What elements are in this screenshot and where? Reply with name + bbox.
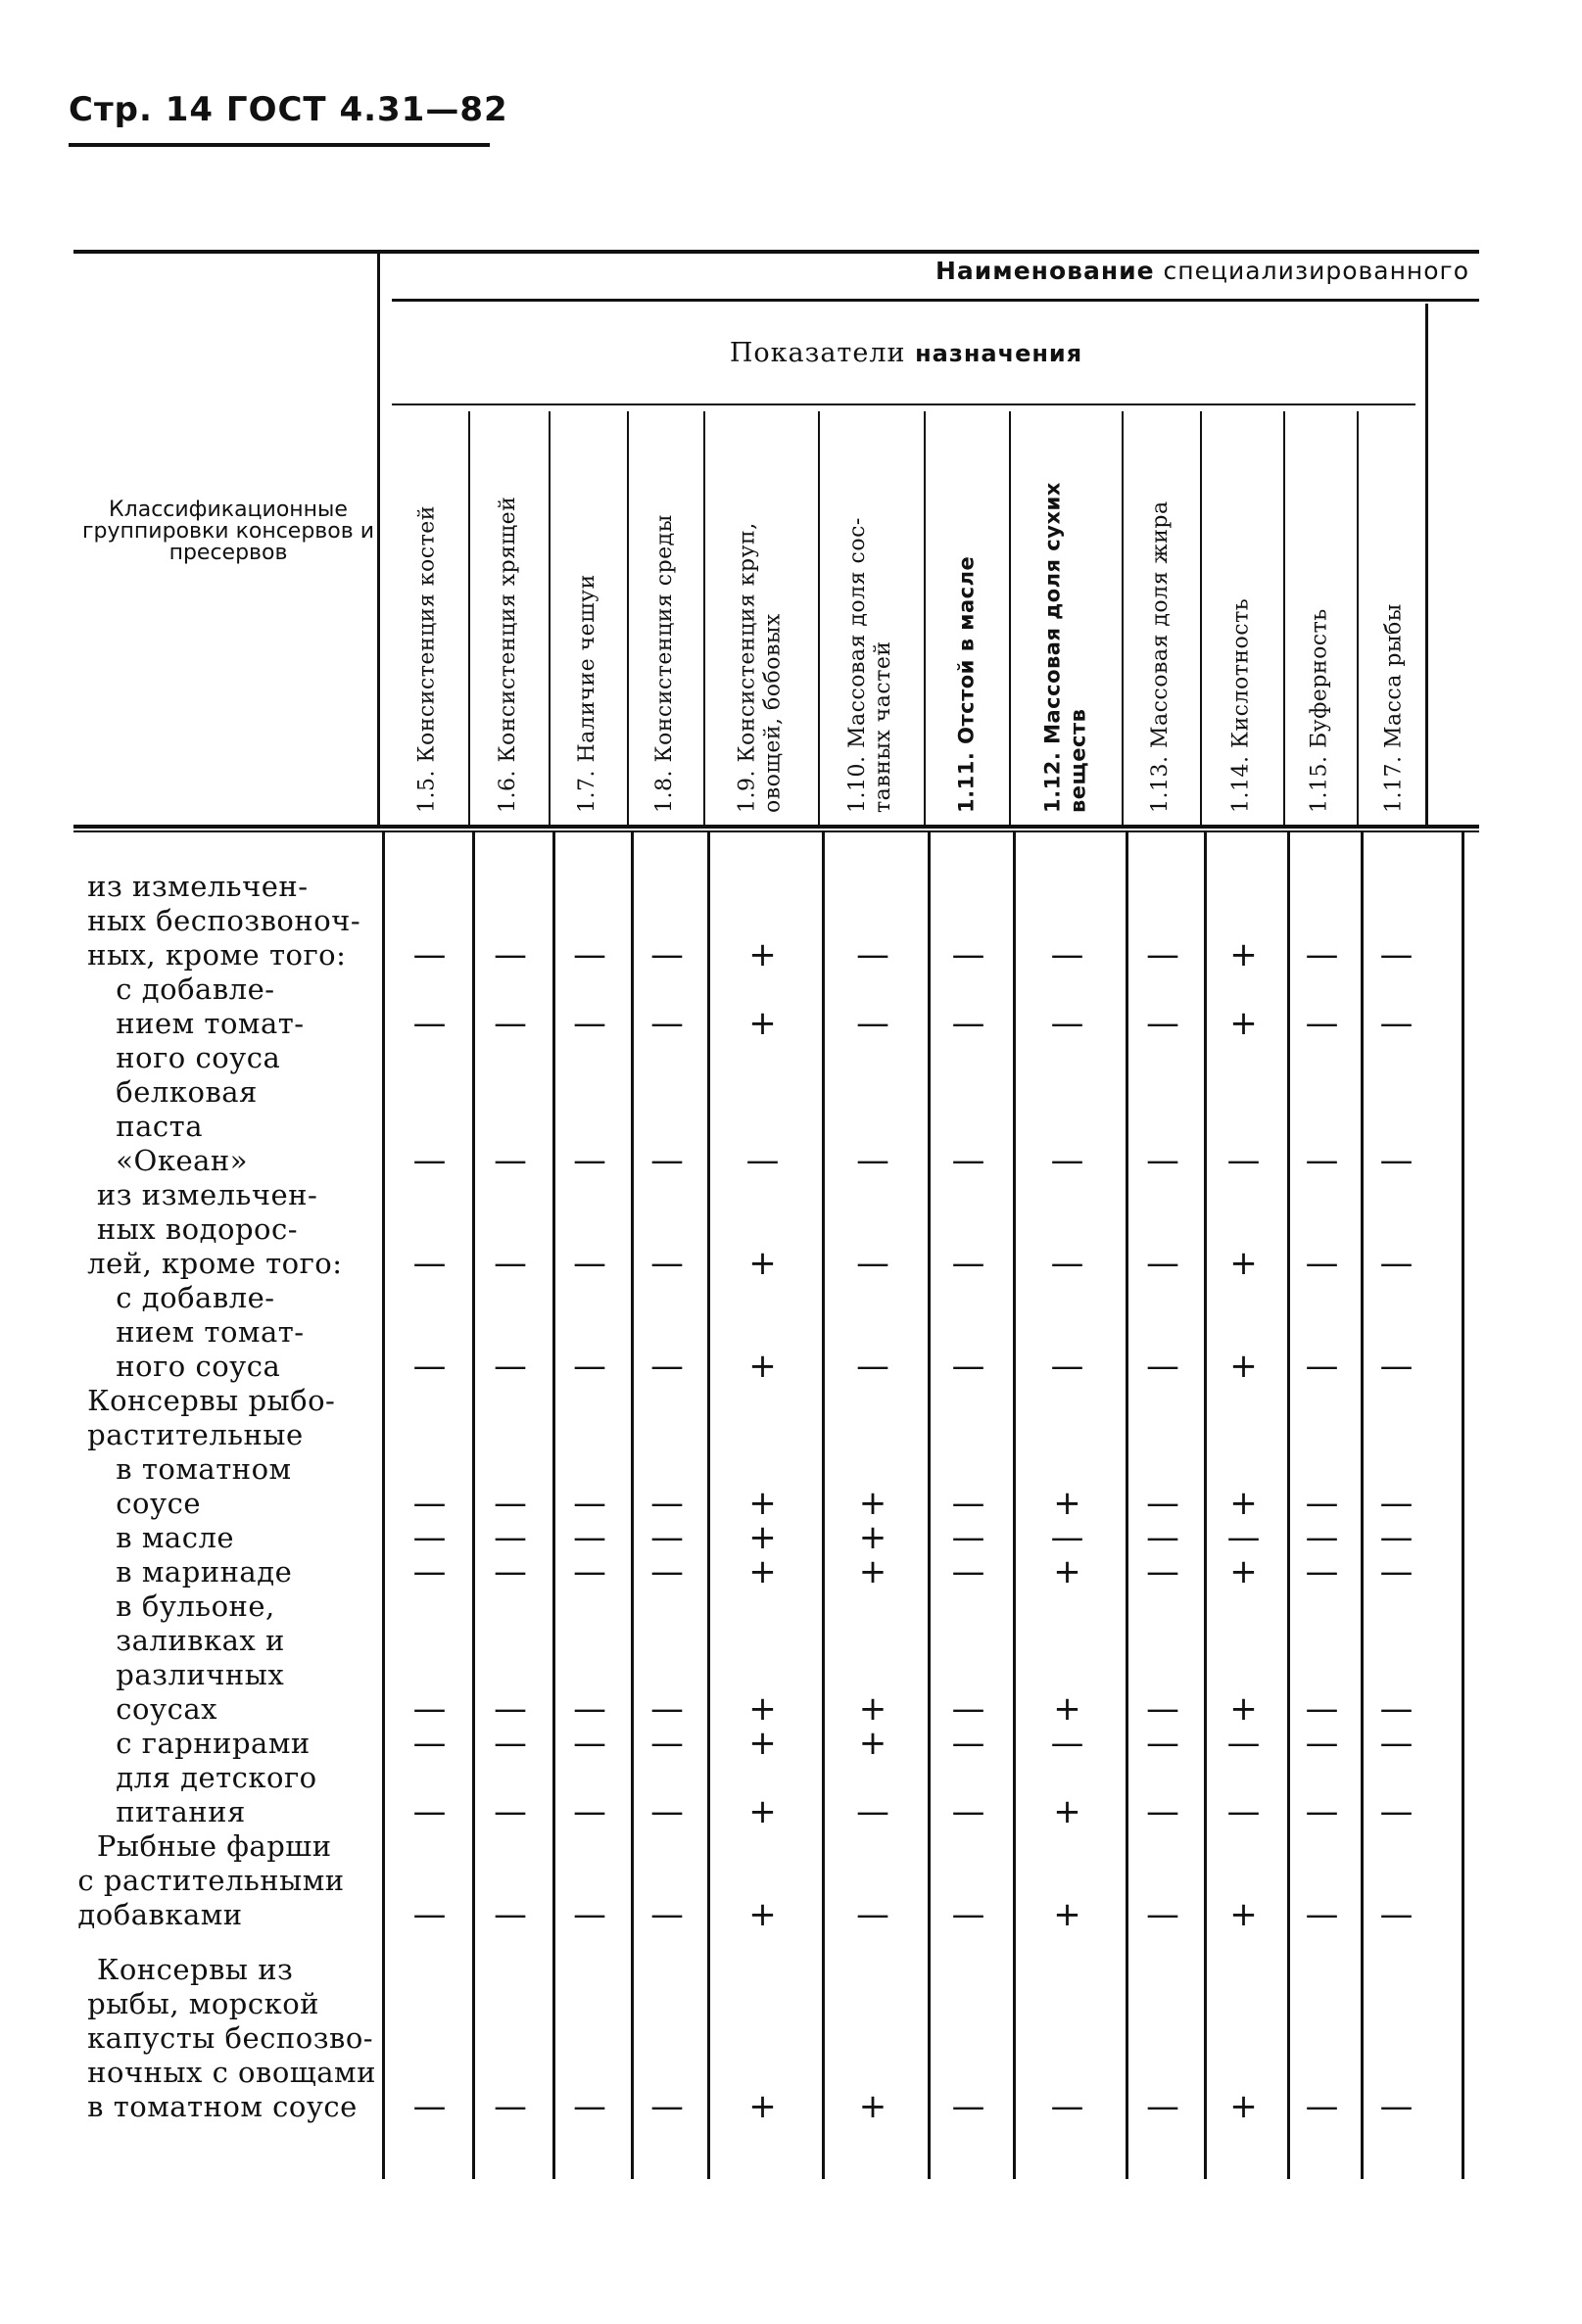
column-header-text: 1.6. Консистенция хрящей [496,496,520,813]
dash-mark: — [573,935,606,974]
plus-mark: + [858,1552,887,1591]
plus-mark: + [1229,1689,1258,1729]
column-rule [822,832,825,2179]
dash-mark: — [412,2087,447,2126]
dash-mark: — [1146,1895,1179,1934]
dash-mark: — [573,1552,606,1591]
dash-mark: — [856,1792,889,1831]
dash-mark: — [951,1552,985,1591]
column-rule [1357,411,1359,825]
column-header-text: 1.10. Массовая доля сос- [845,517,870,813]
plus-mark: + [748,1689,777,1729]
dash-mark: — [1050,1244,1084,1283]
body-right-rule [1462,832,1464,2179]
dash-mark: — [856,1244,889,1283]
dash-mark: — [1379,1141,1414,1180]
dash-mark: — [951,1689,985,1729]
dash-mark: — [1305,1724,1339,1763]
table-title-bold: Наименование [935,257,1155,285]
column-rule [928,832,931,2179]
dash-mark: — [1146,1518,1179,1557]
dash-mark: — [1379,1895,1414,1934]
page-header: Стр. 14 ГОСТ 4.31—82 [69,90,508,129]
plus-mark: + [1229,1895,1258,1934]
plus-mark: + [1053,1552,1081,1591]
dash-mark: — [412,935,447,974]
row-label: из измельчен- ных водорос- лей, кроме того: [87,1178,343,1280]
dash-mark: — [650,2087,684,2126]
dash-mark: — [1146,1484,1179,1523]
dash-mark: — [1379,1552,1414,1591]
dash-mark: — [951,1792,985,1831]
dash-mark: — [1146,2087,1179,2126]
dash-mark: — [1226,1724,1261,1763]
row-label: Консервы рыбо- растительные [87,1384,336,1451]
dash-mark: — [494,1004,527,1043]
dash-mark: — [494,1689,527,1729]
row-label: в бульоне, заливках и различных соусах [116,1589,285,1726]
dash-mark: — [573,1004,606,1043]
column-rule [707,832,710,2179]
plus-mark: + [748,1552,777,1591]
dash-mark: — [951,1895,985,1934]
dash-mark: — [1379,2087,1414,2126]
header-bottom-rule [73,825,1479,829]
dash-mark: — [856,1141,889,1180]
column-rule [472,832,475,2179]
plus-mark: + [748,1004,777,1043]
dash-mark: — [650,1792,684,1831]
dash-mark: — [650,1004,684,1043]
dash-mark: — [1305,1552,1339,1591]
column-rule [468,411,470,825]
dash-mark: — [1226,1141,1261,1180]
column-rule [818,411,820,825]
dash-mark: — [1146,1552,1179,1591]
body-left-rule [382,832,385,2179]
column-rule [1204,832,1207,2179]
body-top-rule [73,830,1479,832]
dash-mark: — [856,1895,889,1934]
plus-mark: + [1053,1792,1081,1831]
dash-mark: — [951,2087,985,2126]
dash-mark: — [1379,1484,1414,1523]
table-top-rule [73,250,1479,254]
plus-mark: + [748,1724,777,1763]
dash-mark: — [494,1552,527,1591]
row-label: с добавле- нием томат- ного соуса [116,972,305,1074]
table-title [392,257,1469,285]
plus-mark: + [1229,2087,1258,2126]
dash-mark: — [494,1724,527,1763]
plus-mark: + [1053,1689,1081,1729]
row-label: в маринаде [59,1555,293,1589]
dash-mark: — [412,1792,447,1831]
header-rule [69,143,490,147]
dash-mark: — [494,1518,527,1557]
column-header-text: веществ [1066,708,1090,813]
table-subtitle-bold: назначения [915,340,1083,367]
header-left-rule [377,250,380,825]
row-label: с добавле- нием томат- ного соуса [116,1281,305,1383]
column-header-text: 1.7. Наличие чешуи [575,574,599,813]
dash-mark: — [650,1141,684,1180]
dash-mark: — [1379,1244,1414,1283]
dash-mark: — [650,1347,684,1386]
subtitle-right-rule [1425,304,1428,825]
dash-mark: — [650,935,684,974]
dash-mark: — [573,2087,606,2126]
plus-mark: + [748,1895,777,1934]
dash-mark: — [412,1244,447,1283]
dash-mark: — [951,1518,985,1557]
dash-mark: — [1146,1141,1179,1180]
dash-mark: — [1146,1347,1179,1386]
dash-mark: — [1305,1895,1339,1934]
plus-mark: + [748,935,777,974]
row-label: в масле [59,1521,235,1554]
dash-mark: — [573,1347,606,1386]
dash-mark: — [1050,1518,1084,1557]
dash-mark: — [1305,1244,1339,1283]
column-header-text: 1.5. Консистенция костей [414,505,440,813]
dash-mark: — [951,1724,985,1763]
plus-mark: + [1053,1895,1081,1934]
column-header-text: 1.8. Консистенция среды [652,514,677,813]
dash-mark: — [1146,1689,1179,1729]
dash-mark: — [412,1004,447,1043]
dash-mark: — [573,1689,606,1729]
column-rule [1287,832,1290,2179]
dash-mark: — [412,1895,447,1934]
table-title-rest: специализированного [1163,257,1469,285]
dash-mark: — [1305,1347,1339,1386]
dash-mark: — [1050,1004,1084,1043]
dash-mark: — [1305,1484,1339,1523]
plus-mark: + [1229,1484,1258,1523]
dash-mark: — [745,1141,780,1180]
dash-mark: — [650,1244,684,1283]
row-label: в томатном соусе [116,1452,292,1520]
dash-mark: — [412,1724,447,1763]
row-label: Рыбные фарши с растительными добавками [77,1829,345,1931]
column-rule [631,832,634,2179]
plus-mark: + [1229,1552,1258,1591]
dash-mark: — [1379,1689,1414,1729]
column-rule [703,411,705,825]
dash-mark: — [650,1484,684,1523]
dash-mark: — [412,1689,447,1729]
column-rule [1013,832,1016,2179]
row-label: с гарнирами [59,1727,311,1760]
dash-mark: — [1305,2087,1339,2126]
column-rule [1009,411,1011,825]
dash-mark: — [951,1484,985,1523]
dash-mark: — [573,1724,606,1763]
dash-mark: — [951,1004,985,1043]
dash-mark: — [1305,1004,1339,1043]
dash-mark: — [1379,1004,1414,1043]
dash-mark: — [1305,1689,1339,1729]
dash-mark: — [856,1004,889,1043]
column-rule [1361,832,1364,2179]
row-label: белковая паста «Океан» [116,1075,258,1177]
dash-mark: — [494,1484,527,1523]
dash-mark: — [650,1552,684,1591]
plus-mark: + [858,1724,887,1763]
column-rule [1283,411,1285,825]
dash-mark: — [650,1895,684,1934]
dash-mark: — [412,1347,447,1386]
dash-mark: — [1146,1724,1179,1763]
dash-mark: — [1305,1518,1339,1557]
dash-mark: — [1379,1792,1414,1831]
dash-mark: — [1226,1518,1261,1557]
plus-mark: + [1053,1484,1081,1523]
column-header-text: тавных частей [871,640,895,813]
plus-mark: + [748,1792,777,1831]
dash-mark: — [412,1518,447,1557]
dash-mark: — [573,1141,606,1180]
dash-mark: — [1379,1347,1414,1386]
plus-mark: + [748,1518,777,1557]
dash-mark: — [856,1347,889,1386]
dash-mark: — [573,1484,606,1523]
dash-mark: — [1305,935,1339,974]
dash-mark: — [494,935,527,974]
dash-mark: — [494,2087,527,2126]
plus-mark: + [748,1347,777,1386]
dash-mark: — [1305,1792,1339,1831]
dash-mark: — [494,1244,527,1283]
column-header-text: 1.9. Консистенция круп, [735,522,760,813]
dash-mark: — [951,1244,985,1283]
dash-mark: — [573,1895,606,1934]
dash-mark: — [1305,1141,1339,1180]
column-rule [1200,411,1202,825]
plus-mark: + [748,2087,777,2126]
column-header-text: 1.17. Масса рыбы [1381,603,1407,813]
dash-mark: — [1050,935,1084,974]
plus-mark: + [858,1689,887,1729]
dash-mark: — [1050,1724,1084,1763]
plus-mark: + [858,2087,887,2126]
dash-mark: — [412,1552,447,1591]
dash-mark: — [494,1895,527,1934]
plus-mark: + [748,1484,777,1523]
dash-mark: — [951,1141,985,1180]
row-header-label: Классификационные группировки консервов и пресервов [82,498,374,565]
column-rule [1126,832,1128,2179]
dash-mark: — [1379,1724,1414,1763]
plus-mark: + [1229,1004,1258,1043]
dash-mark: — [951,935,985,974]
dash-mark: — [573,1518,606,1557]
column-header-text: 1.14. Кислотность [1228,597,1254,813]
dash-mark: — [1146,1244,1179,1283]
table-subtitle [387,338,1425,368]
dash-mark: — [494,1792,527,1831]
plus-mark: + [1229,1347,1258,1386]
column-rule [627,411,629,825]
dash-mark: — [650,1518,684,1557]
dash-mark: — [1379,1518,1414,1557]
dash-mark: — [412,1141,447,1180]
column-rule [549,411,551,825]
dash-mark: — [650,1689,684,1729]
row-label: из измельчен- ных беспозвоноч- ных, кроме того: [87,870,361,972]
plus-mark: + [1229,935,1258,974]
plus-mark: + [748,1244,777,1283]
plus-mark: + [1229,1244,1258,1283]
table-subtitle-plain: Показатели [729,338,906,368]
row-label: для детского питания [116,1761,317,1828]
dash-mark: — [1146,935,1179,974]
dash-mark: — [650,1724,684,1763]
dash-mark: — [1146,1004,1179,1043]
dash-mark: — [1050,1347,1084,1386]
dash-mark: — [1146,1792,1179,1831]
column-rule [552,832,555,2179]
dash-mark: — [573,1244,606,1283]
dash-mark: — [1050,2087,1084,2126]
dash-mark: — [1379,935,1414,974]
plus-mark: + [858,1518,887,1557]
row-label: Консервы из рыбы, морской капусты беспозво- ночных с овощами в томатном соусе [87,1953,376,2123]
dash-mark: — [494,1141,527,1180]
dash-mark: — [1050,1141,1084,1180]
dash-mark: — [573,1792,606,1831]
dash-mark: — [412,1484,447,1523]
dash-mark: — [856,935,889,974]
plus-mark: + [858,1484,887,1523]
column-header-text: 1.13. Массовая доля жира [1148,500,1173,813]
dash-mark: — [1226,1792,1261,1831]
column-header-text: 1.15. Буферность [1307,608,1332,813]
dash-mark: — [494,1347,527,1386]
subtitle-rule [392,403,1415,405]
column-header-text: 1.12. Массовая доля сухих [1040,482,1065,813]
column-header-text: 1.11. Отстой в масле [954,555,979,813]
title-rule [392,299,1479,302]
dash-mark: — [951,1347,985,1386]
column-rule [924,411,926,825]
column-header-text: овощей, бобовых [760,613,786,813]
column-rule [1122,411,1124,825]
